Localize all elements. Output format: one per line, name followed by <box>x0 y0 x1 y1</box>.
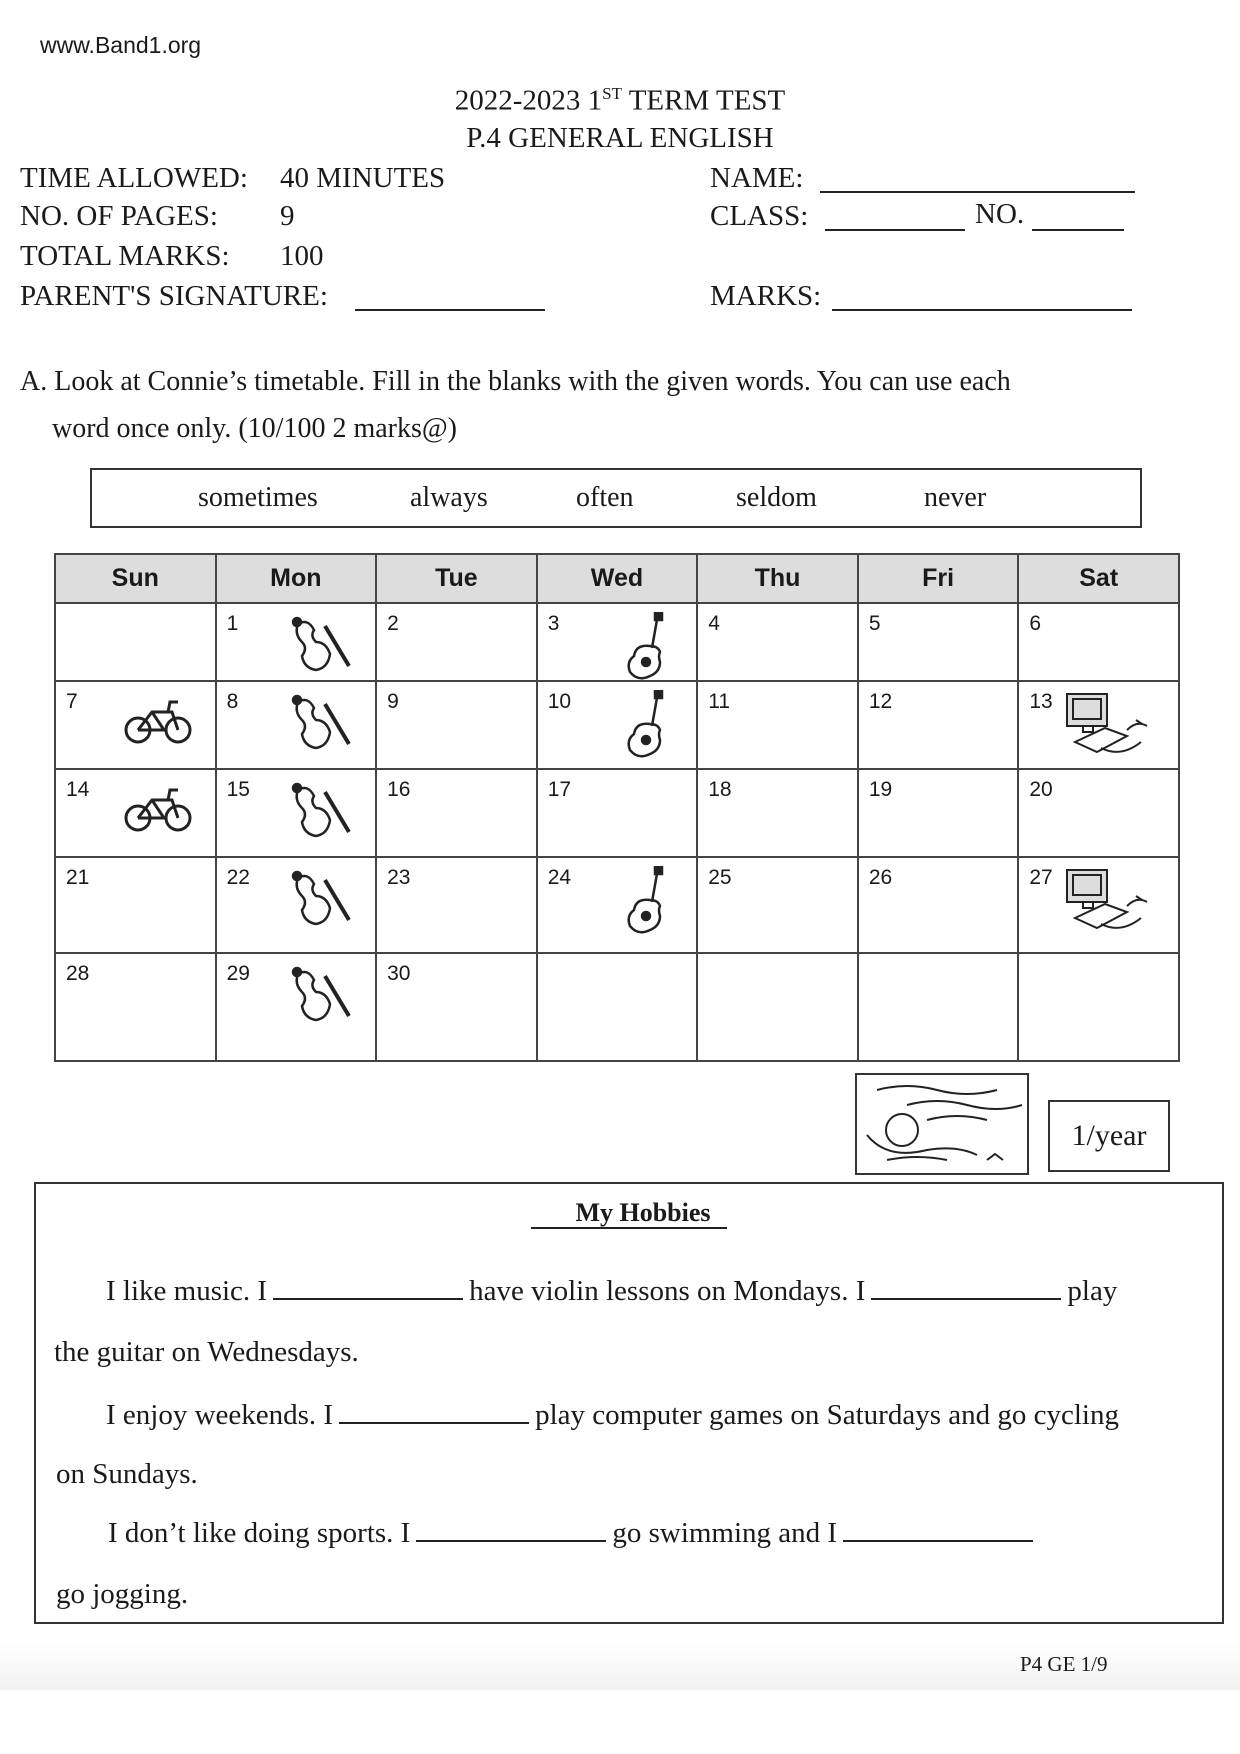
day-cell <box>216 603 377 681</box>
day-header: Thu <box>697 554 858 603</box>
date-number: 23 <box>387 866 411 889</box>
word: seldom <box>736 482 817 513</box>
hobbies-line-4: on Sundays. <box>56 1458 198 1490</box>
exam-title <box>0 84 1240 118</box>
day-cell <box>858 857 1019 953</box>
day-cell <box>858 953 1019 1061</box>
time-label: TIME ALLOWED: <box>20 162 248 194</box>
swimming-frequency: 1/year <box>1048 1100 1170 1172</box>
day-cell <box>376 769 537 857</box>
date-number: 12 <box>868 690 893 713</box>
day-cell <box>55 953 216 1061</box>
date-number: 8 <box>226 690 239 713</box>
day-cell <box>216 857 377 953</box>
word: always <box>410 482 488 513</box>
date-number: 26 <box>868 866 893 889</box>
word-bank <box>90 468 1142 528</box>
day-cell <box>55 769 216 857</box>
day-cell <box>858 769 1019 857</box>
date-number: 6 <box>1029 612 1042 635</box>
day-cell <box>1018 603 1179 681</box>
day-cell <box>537 681 698 769</box>
date-number: 27 <box>1029 866 1053 889</box>
pages-label: NO. OF PAGES: <box>20 200 218 232</box>
bicycle-icon <box>123 778 193 839</box>
date-number: 19 <box>868 778 893 801</box>
day-cell <box>697 953 858 1061</box>
day-cell <box>697 681 858 769</box>
time-value: 40 MINUTES <box>280 162 446 194</box>
date-number: 29 <box>226 962 250 985</box>
instruction-line-2: word once only. (10/100 2 marks@) <box>52 413 458 444</box>
signature-field[interactable] <box>355 283 545 311</box>
blank-5[interactable] <box>843 1516 1033 1542</box>
guitar-icon <box>624 690 674 766</box>
violin-icon <box>283 962 353 1038</box>
week-row <box>55 603 1179 681</box>
day-cell <box>697 769 858 857</box>
day-header: Mon <box>216 554 377 603</box>
hobbies-title: My Hobbies <box>531 1198 726 1229</box>
swimming-picture <box>855 1073 1029 1175</box>
violin-icon <box>283 690 353 766</box>
day-cell <box>537 769 698 857</box>
date-number: 28 <box>66 962 90 985</box>
pages-value: 9 <box>280 200 295 232</box>
date-number: 18 <box>708 778 732 801</box>
watermark: www.Band1.org <box>40 32 202 58</box>
day-cell <box>697 603 858 681</box>
date-number: 5 <box>868 612 881 635</box>
text: I enjoy weekends. I <box>106 1399 334 1431</box>
date-number: 17 <box>547 778 572 801</box>
no-label: NO. <box>975 198 1025 230</box>
date-number: 1 <box>226 612 239 635</box>
date-number: 9 <box>387 690 399 713</box>
page-footer: P4 GE 1/9 <box>1020 1652 1108 1676</box>
guitar-icon <box>624 612 674 688</box>
name-label: NAME: <box>710 162 804 194</box>
text: go swimming and I <box>612 1517 838 1549</box>
word: often <box>576 482 634 513</box>
day-cell <box>537 857 698 953</box>
date-number: 24 <box>547 866 572 889</box>
title-year: 2022-2023 1 <box>454 84 603 117</box>
hobbies-line-5 <box>108 1516 1039 1550</box>
total-marks-value: 100 <box>280 240 324 272</box>
day-cell <box>216 953 377 1061</box>
day-cell <box>537 953 698 1061</box>
violin-icon <box>283 612 353 688</box>
violin-icon <box>283 866 353 942</box>
marks-field[interactable] <box>832 283 1132 311</box>
computer-icon <box>1061 690 1156 766</box>
swimming-icon <box>857 1075 1027 1173</box>
text: I don’t like doing sports. I <box>108 1517 411 1549</box>
week-row <box>55 681 1179 769</box>
day-header: Wed <box>537 554 698 603</box>
date-number: 15 <box>226 778 250 801</box>
date-number: 13 <box>1029 690 1053 713</box>
day-header: Sat <box>1018 554 1179 603</box>
title-sup: ST <box>602 84 622 103</box>
hobbies-line-1 <box>106 1274 1117 1308</box>
guitar-icon <box>624 866 674 942</box>
timetable <box>54 553 1180 1062</box>
day-cell <box>55 681 216 769</box>
day-cell <box>858 681 1019 769</box>
day-cell <box>1018 769 1179 857</box>
day-cell <box>537 603 698 681</box>
day-cell <box>697 857 858 953</box>
date-number: 16 <box>387 778 411 801</box>
date-number: 21 <box>66 866 90 889</box>
bicycle-icon <box>123 690 193 751</box>
day-header: Tue <box>376 554 537 603</box>
day-cell <box>55 603 216 681</box>
day-cell <box>1018 953 1179 1061</box>
blank-4[interactable] <box>416 1516 606 1542</box>
blank-2[interactable] <box>871 1274 1061 1300</box>
total-marks-label: TOTAL MARKS: <box>20 240 230 272</box>
date-number: 2 <box>387 612 399 635</box>
marks-label: MARKS: <box>710 280 822 312</box>
title-rest: TERM TEST <box>621 84 786 117</box>
day-cell <box>858 603 1019 681</box>
text: I like music. I <box>106 1275 268 1307</box>
text: play <box>1067 1275 1118 1307</box>
computer-icon <box>1061 866 1156 942</box>
hobbies-line-6: go jogging. <box>56 1578 189 1610</box>
signature-label: PARENT'S SIGNATURE: <box>20 280 328 312</box>
class-label: CLASS: <box>710 200 809 232</box>
day-cell <box>55 857 216 953</box>
week-row <box>55 857 1179 953</box>
word: sometimes <box>198 482 318 513</box>
day-header: Sun <box>55 554 216 603</box>
no-field[interactable] <box>1032 203 1124 231</box>
hobbies-box <box>34 1182 1224 1624</box>
hobbies-title-wrap <box>36 1198 1222 1228</box>
date-number: 14 <box>66 778 90 801</box>
word: never <box>924 482 987 513</box>
day-cell <box>216 681 377 769</box>
day-cell <box>376 681 537 769</box>
day-cell <box>376 953 537 1061</box>
name-field[interactable] <box>820 165 1135 193</box>
class-field[interactable] <box>825 203 965 231</box>
date-number: 3 <box>547 612 560 635</box>
week-row <box>55 953 1179 1061</box>
date-number: 10 <box>547 690 572 713</box>
date-number: 20 <box>1029 778 1053 801</box>
day-cell <box>1018 681 1179 769</box>
day-cell <box>1018 857 1179 953</box>
date-number: 22 <box>226 866 250 889</box>
blank-1[interactable] <box>273 1274 463 1300</box>
exam-subtitle: P.4 GENERAL ENGLISH <box>466 122 774 154</box>
day-header: Fri <box>858 554 1019 603</box>
blank-3[interactable] <box>339 1398 529 1424</box>
date-number: 7 <box>66 690 78 713</box>
instruction-line-1: A. Look at Connie’s timetable. Fill in the blanks with the given words. You can use each <box>20 366 1011 397</box>
hobbies-line-3 <box>106 1398 1119 1432</box>
date-number: 11 <box>708 690 731 713</box>
text: play computer games on Saturdays and go cycling <box>535 1399 1119 1431</box>
day-cell <box>216 769 377 857</box>
day-cell <box>376 603 537 681</box>
hobbies-line-2: the guitar on Wednesdays. <box>54 1336 359 1368</box>
date-number: 25 <box>708 866 732 889</box>
date-number: 4 <box>708 612 720 635</box>
week-row <box>55 769 1179 857</box>
date-number: 30 <box>387 962 411 985</box>
violin-icon <box>283 778 353 854</box>
text: have violin lessons on Mondays. I <box>469 1275 866 1307</box>
day-cell <box>376 857 537 953</box>
